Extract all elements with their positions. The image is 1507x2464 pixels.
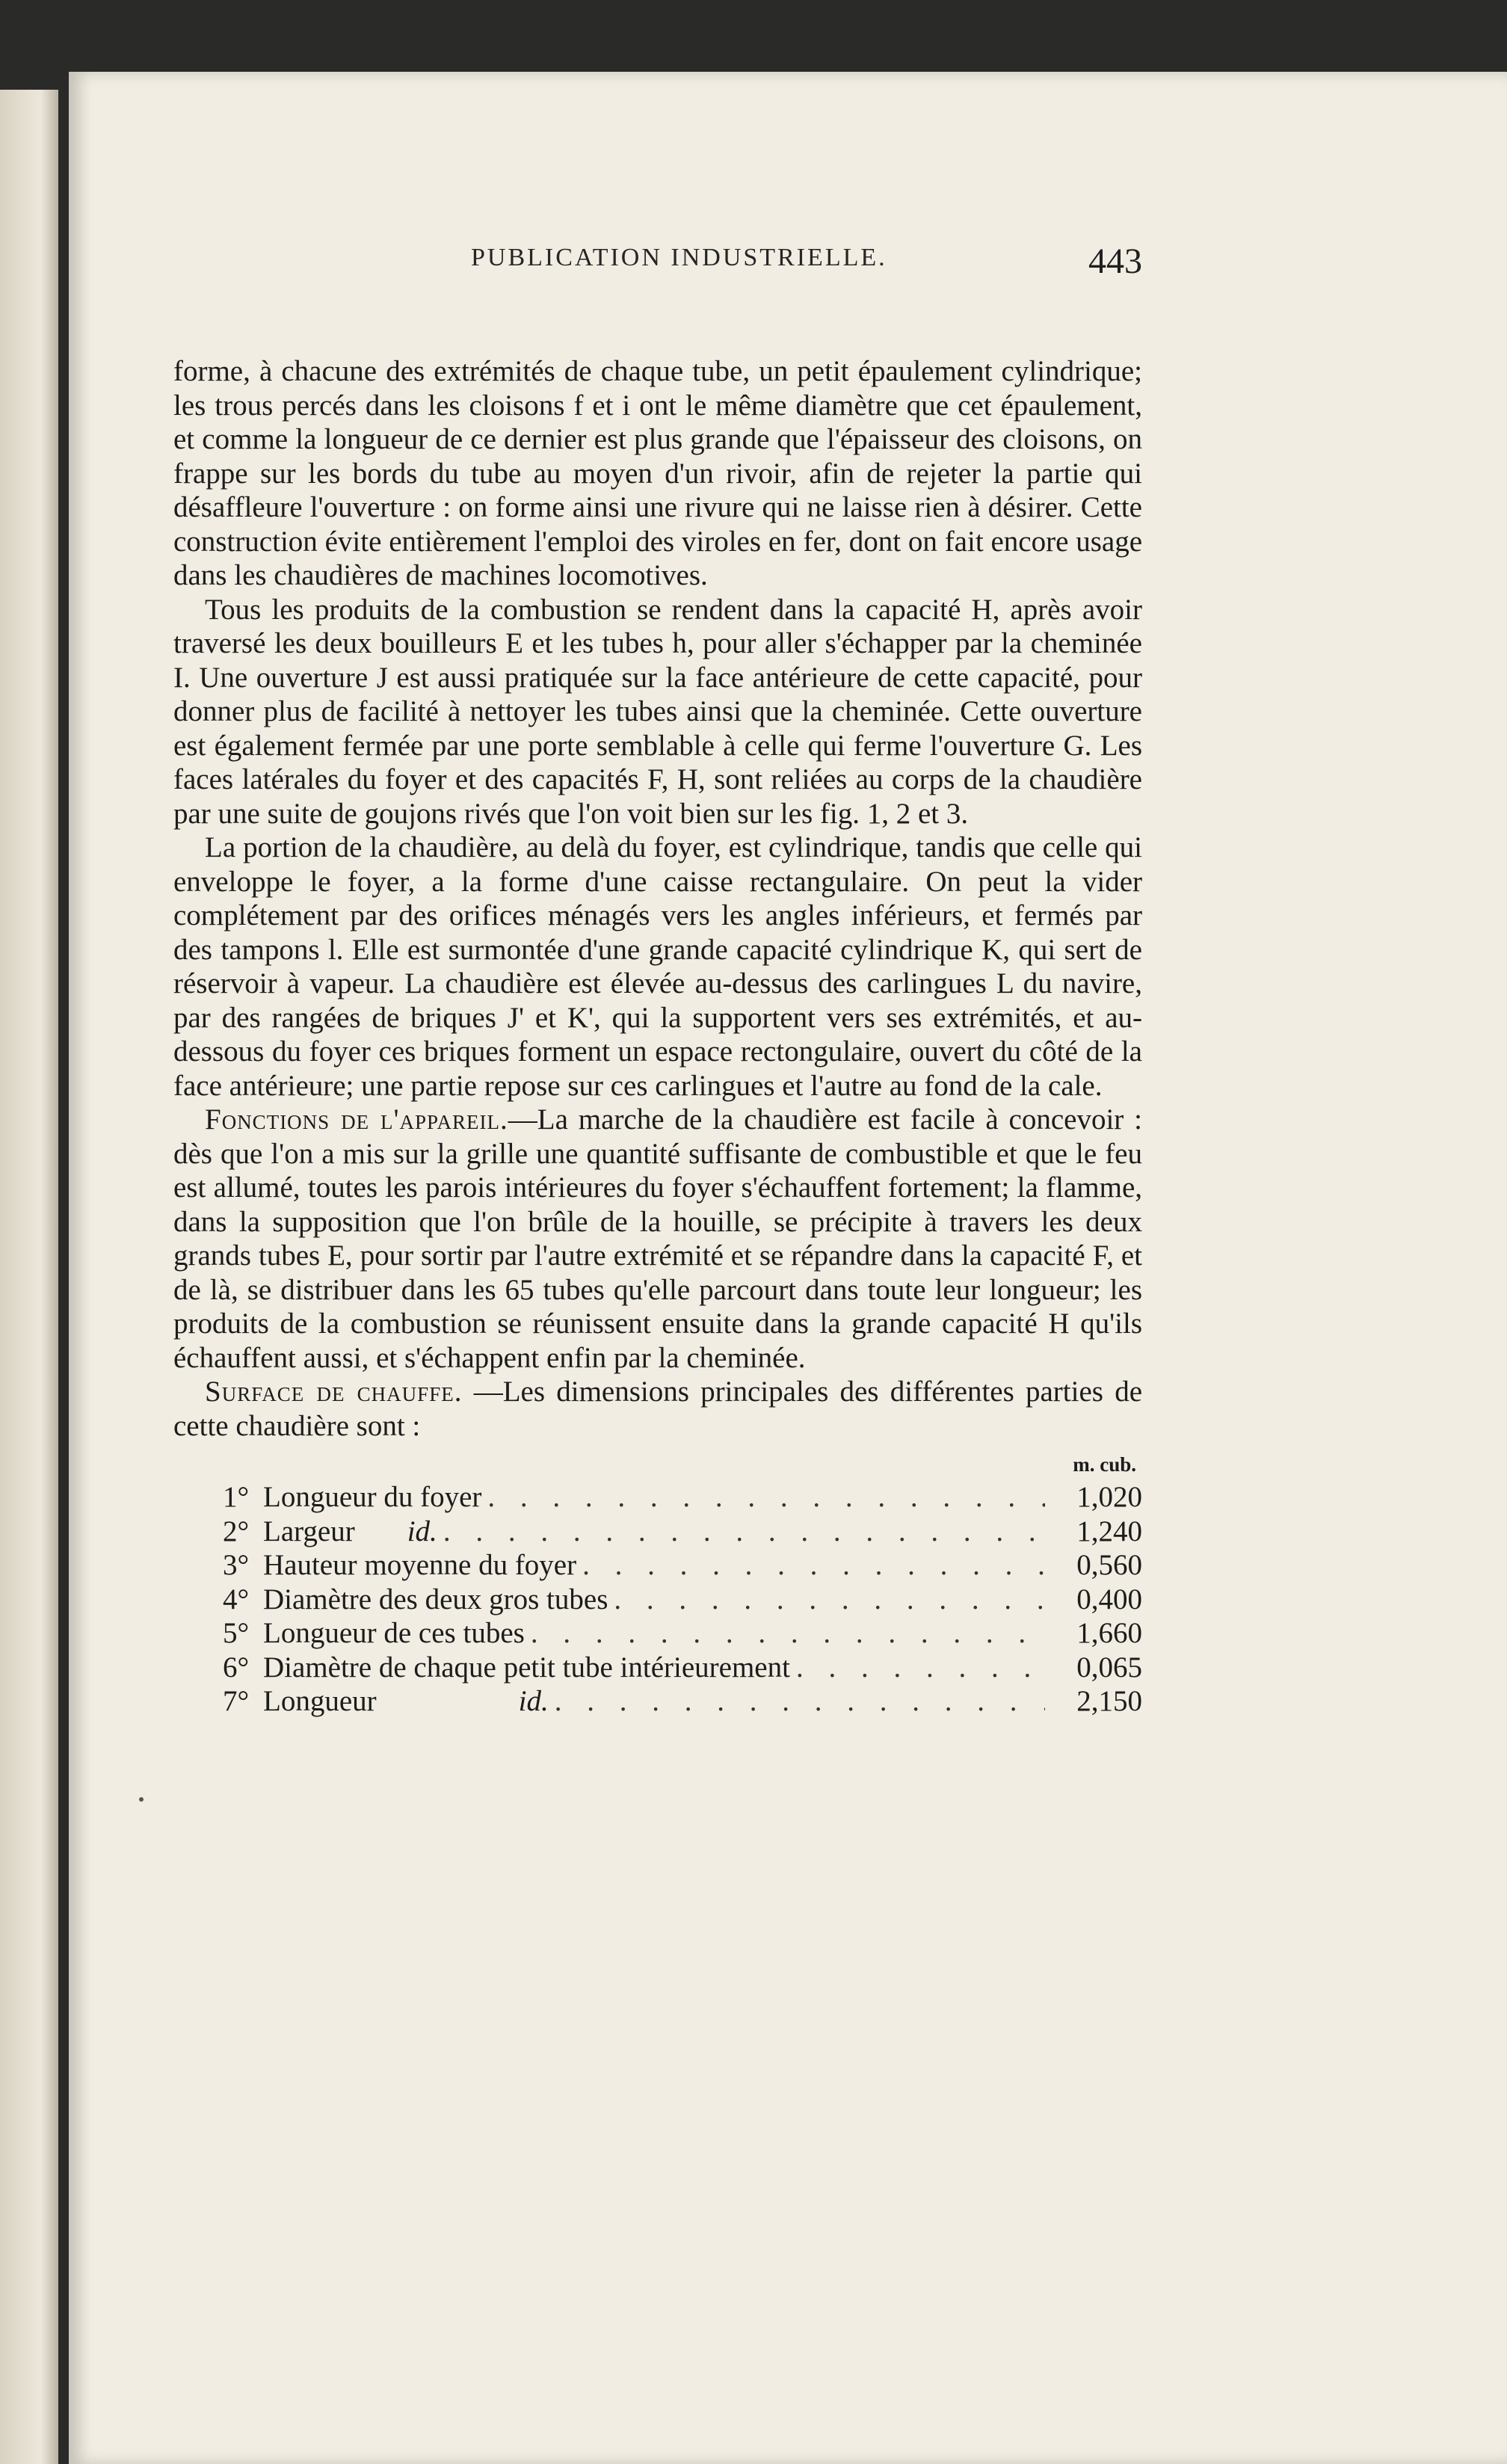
dimension-number: 2°	[223, 1515, 250, 1547]
paragraph-text: forme, à chacune des extrémités de chaque tube, un petit épaulement cylindrique; les trous percés dans les cloisons f et i ont le même diamètre que cet épaulement, et comme la longueur de ce dernier est plus grande que l'épaisseur des cloisons, on frappe sur les bords du tube au moyen d'un rivoir, afin de rejeter la partie qui désaffleure l'ouverture : on forme ainsi une rivure qui ne laisse rien à désirer. Cette construction évite entièrement l'emploi des viroles en fer, dont on fait encore usage dans les chaudières de machines locomotives.	[173, 355, 1142, 591]
dimension-value: 1,240	[1076, 1515, 1142, 1547]
paragraph	[173, 831, 1142, 1103]
paragraph	[173, 354, 1142, 593]
dimension-value: 2,150	[1076, 1685, 1142, 1717]
dimension-row	[173, 1684, 1142, 1719]
dimension-label: Diamètre de chaque petit tube intérieurement	[263, 1651, 790, 1684]
section-heading: Fonctions de l'appareil.	[205, 1103, 508, 1136]
dimension-row	[173, 1583, 1142, 1617]
dimension-label: Hauteur moyenne du foyer	[263, 1549, 577, 1581]
dot-leader	[576, 1548, 1045, 1583]
dimension-row	[173, 1480, 1142, 1515]
dimension-row	[173, 1651, 1142, 1685]
dimension-number: 4°	[223, 1583, 250, 1616]
paragraph-text: Tous les produits de la combustion se rendent dans la capacité H, après avoir traversé les deux bouilleurs E et les tubes h, pour aller s'échapper par la cheminée I. Une ouverture J est aussi pratiquée sur la face antérieure de cette capacité, pour donner plus de facilité à nettoyer les tubes ainsi que la cheminée. Cette ouverture est également fermée par une porte semblable à celle qui ferme l'ouverture G. Les faces latérales du foyer et des capacités F, H, sont reliées au corps de la chaudière par une suite de goujons rivés que l'on voit bien sur les fig. 1, 2 et 3.	[173, 593, 1142, 830]
dimension-label-wrapper	[263, 1515, 437, 1549]
dimension-value: 1,660	[1076, 1617, 1142, 1649]
idem-mark: id.	[407, 1515, 437, 1547]
dimension-label: Longueur de ces tubes	[263, 1617, 525, 1649]
dot-leader	[790, 1651, 1045, 1685]
dimension-value: 0,400	[1076, 1583, 1142, 1616]
idem-mark: id.	[518, 1685, 549, 1717]
dimension-value: 0,065	[1076, 1651, 1142, 1684]
dimension-number: 3°	[223, 1549, 250, 1581]
dimension-label: Longueur du foyer	[263, 1481, 482, 1513]
dimension-number: 6°	[223, 1651, 250, 1684]
paragraph	[173, 1103, 1142, 1375]
paragraph	[173, 1375, 1142, 1443]
dimension-number: 5°	[223, 1617, 250, 1649]
dot-leader	[481, 1480, 1045, 1515]
dot-leader	[549, 1684, 1045, 1719]
running-title: PUBLICATION INDUSTRIELLE.	[471, 244, 887, 271]
dimension-value: 1,020	[1076, 1481, 1142, 1513]
dimension-number: 7°	[223, 1685, 250, 1717]
paragraph-text: —Les dimensions principales des différentes parties de cette chaudière sont :	[173, 1376, 1143, 1442]
paragraph-text: La portion de la chaudière, au delà du foyer, est cylindrique, tandis que celle qui enveloppe le foyer, a la forme d'une caisse rectangulaire. On peut la vider complétement par des orifices ménagés vers les angles inférieurs, et fermés par des tampons l. Elle est surmontée d'une grande capacité cylindrique K, qui sert de réservoir à vapeur. La chaudière est élevée au-dessus des carlingues L du navire, par des rangées de briques J' et K', qui la supportent vers ses extrémités, et au-dessous du foyer ces briques forment un espace rectongulaire, ouvert du côté de la face antérieure; une partie repose sur ces carlingues et l'autre au fond de la cale.	[173, 831, 1142, 1102]
dimension-number: 1°	[223, 1481, 250, 1513]
dimension-row	[173, 1548, 1142, 1583]
section-heading: Surface de chauffe.	[205, 1376, 463, 1408]
dimension-value: 0,560	[1076, 1549, 1142, 1581]
paper-speck	[139, 1797, 144, 1802]
dimension-row	[173, 1616, 1142, 1651]
dot-leader	[437, 1515, 1045, 1549]
dimension-row	[173, 1515, 1142, 1549]
dot-leader	[525, 1616, 1045, 1651]
dimension-label: Largeur	[263, 1515, 355, 1547]
body-text	[173, 354, 1142, 1719]
paragraph	[173, 593, 1142, 831]
unit-label: m. cub.	[1073, 1453, 1136, 1476]
page-number: 443	[1088, 241, 1142, 281]
dimensions-list	[173, 1480, 1142, 1719]
facing-page-edge	[0, 90, 58, 2464]
dimension-label-wrapper	[263, 1684, 549, 1719]
paragraph-text: —La marche de la chaudière est facile à concevoir : dès que l'on a mis sur la grille une quantité suffisante de combustible et que le feu est allumé, toutes les parois intérieures du foyer s'échauffent fortement; la flamme, dans la supposition que l'on brûle de la houille, se précipite à travers les deux grands tubes E, pour sortir par l'autre extrémité et se répandre dans la capacité F, et de là, se distribuer dans les 65 tubes qu'elle parcourt dans toute leur longueur; les produits de la combustion se réunissent ensuite dans la grande capacité H qu'ils échauffent aussi, et s'échappent enfin par la cheminée.	[173, 1103, 1142, 1374]
dot-leader	[608, 1583, 1045, 1617]
dimension-label: Longueur	[263, 1685, 377, 1717]
page-header	[173, 241, 1142, 289]
dimension-label: Diamètre des deux gros tubes	[263, 1583, 608, 1616]
